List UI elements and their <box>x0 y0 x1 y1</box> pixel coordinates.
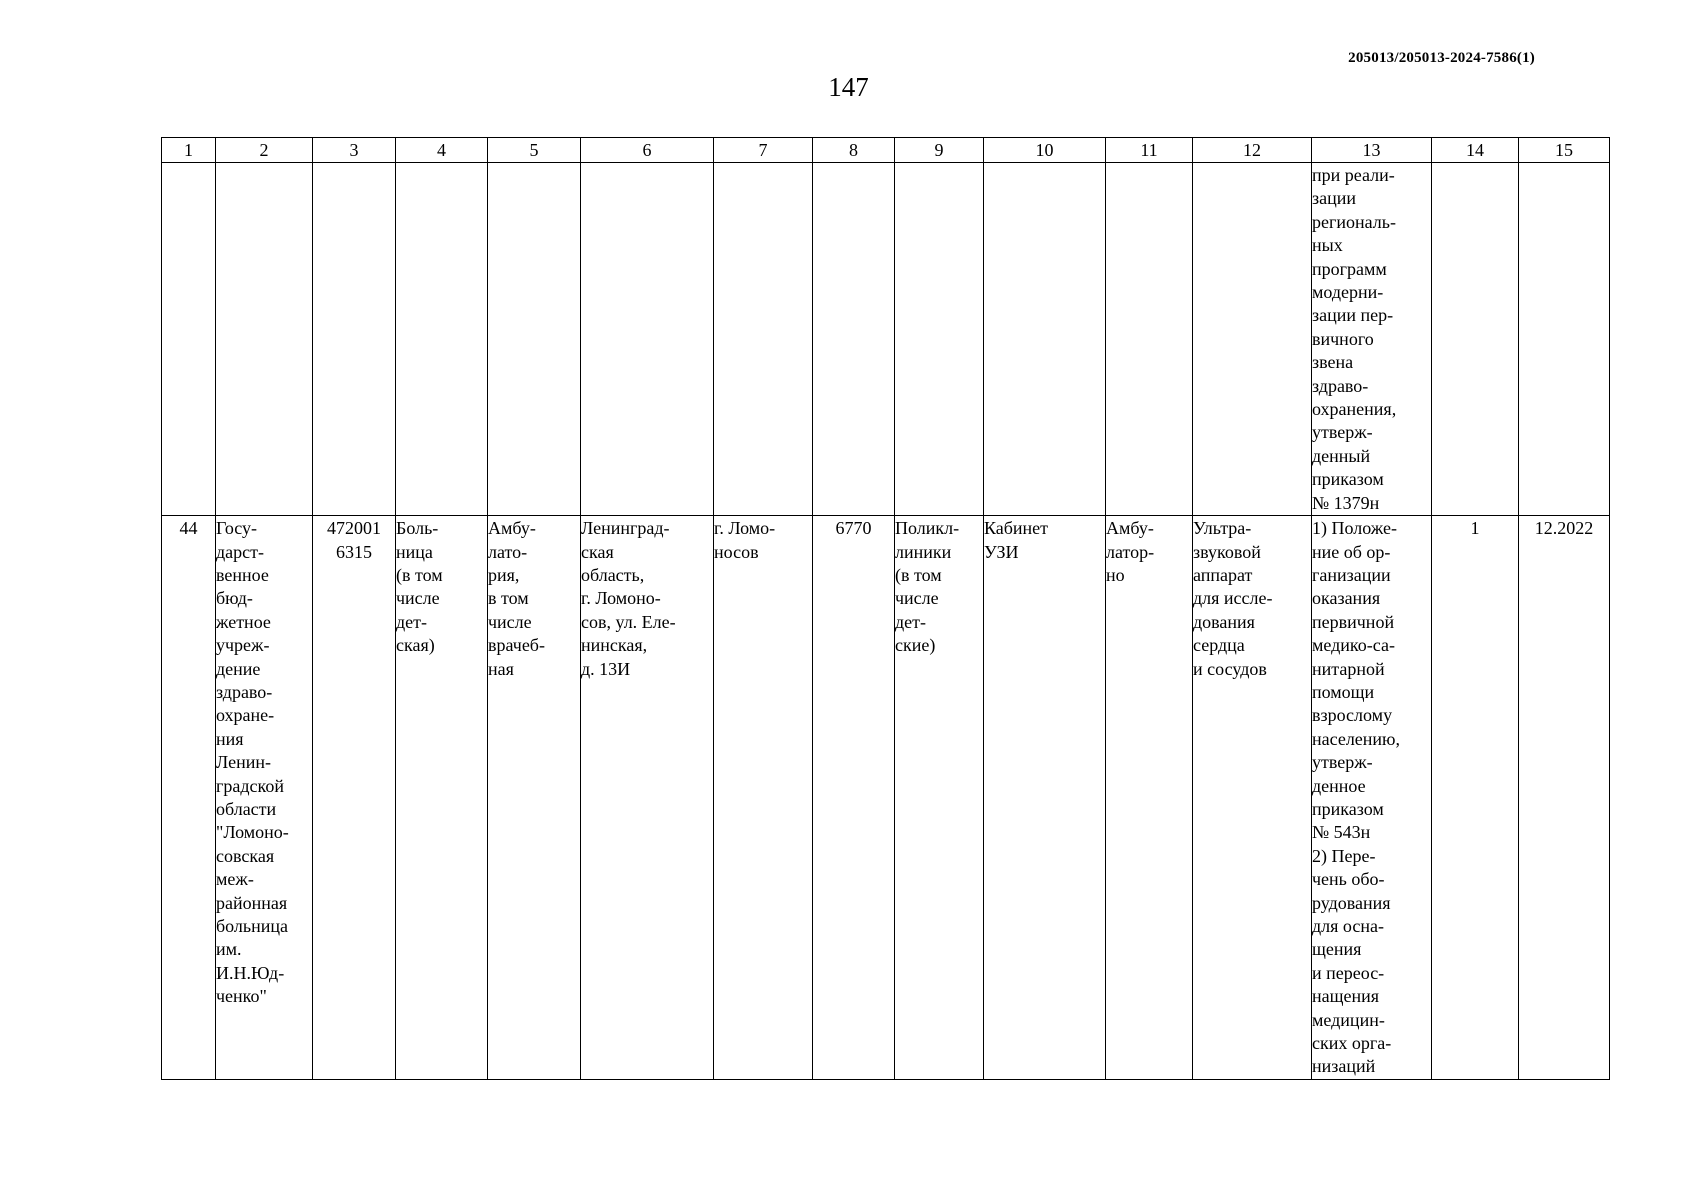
register-table <box>161 137 1610 1080</box>
column-number-header: 3 <box>313 138 396 163</box>
column-number-header: 11 <box>1106 138 1193 163</box>
table-cell <box>1432 163 1519 516</box>
table-cell <box>313 163 396 516</box>
regulation-cell: 1) Положе- ние об ор- ганизации оказания первичной медико-са- нитарной помощи взрослому населению, утверж- денное приказом № 543н 2) Пере- чень обо- рудования для осна- щения и переос- нащения медицин- ских орга- низаций <box>1312 516 1432 1080</box>
column-number-header: 6 <box>581 138 714 163</box>
settlement-cell: г. Ломо- носов <box>714 516 813 1080</box>
row-number-cell: 44 <box>162 516 216 1080</box>
room-cell: Кабинет УЗИ <box>984 516 1106 1080</box>
table-cell <box>581 163 714 516</box>
column-number-header: 10 <box>984 138 1106 163</box>
table-cell <box>895 163 984 516</box>
column-number-header: 12 <box>1193 138 1312 163</box>
table-cell <box>488 163 581 516</box>
column-number-header: 9 <box>895 138 984 163</box>
population-cell: 6770 <box>813 516 895 1080</box>
column-number-header: 14 <box>1432 138 1519 163</box>
table-cell <box>162 163 216 516</box>
date-cell: 12.2022 <box>1519 516 1610 1080</box>
equipment-cell: Ультра- звуковой аппарат для иссле- дования сердца и сосудов <box>1193 516 1312 1080</box>
table-cell <box>1519 163 1610 516</box>
inn-cell: 472001 6315 <box>313 516 396 1080</box>
document-id: 205013/205013-2024-7586(1) <box>1348 50 1535 66</box>
table-cell <box>396 163 488 516</box>
table-cell <box>1106 163 1193 516</box>
care-conditions-cell: Амбу- латор- но <box>1106 516 1193 1080</box>
page-number: 147 <box>828 72 869 102</box>
column-number-header: 15 <box>1519 138 1610 163</box>
column-number-header: 8 <box>813 138 895 163</box>
regulation-cell: при реали- зации региональ- ных программ модерни- зации пер- вичного звена здраво- охранения, утверж- денный приказом № 1379н <box>1312 163 1432 516</box>
column-number-header: 4 <box>396 138 488 163</box>
table-row-entry-44 <box>162 516 1610 1080</box>
column-number-header: 2 <box>216 138 313 163</box>
column-number-header: 1 <box>162 138 216 163</box>
organization-type-cell: Боль- ница (в том числе дет- ская) <box>396 516 488 1080</box>
header-row <box>162 138 1610 163</box>
table-cell <box>216 163 313 516</box>
organization-name-cell: Госу- дарст- венное бюд- жетное учреж- дение здраво- охране- ния Ленин- градской области "Ломоно- совская меж- районная больница им. И.Н.Юд- ченко" <box>216 516 313 1080</box>
table-cell <box>1193 163 1312 516</box>
table-row-continuation <box>162 163 1610 516</box>
unit-type-cell: Амбу- лато- рия, в том числе врачеб- ная <box>488 516 581 1080</box>
column-number-header: 7 <box>714 138 813 163</box>
table-cell <box>984 163 1106 516</box>
table-cell <box>714 163 813 516</box>
quantity-cell: 1 <box>1432 516 1519 1080</box>
address-cell: Ленинград- ская область, г. Ломоно- сов, ул. Еле- нинская, д. 13И <box>581 516 714 1080</box>
column-number-header: 13 <box>1312 138 1432 163</box>
column-number-header: 5 <box>488 138 581 163</box>
table-cell <box>813 163 895 516</box>
department-cell: Поликл- линики (в том числе дет- ские) <box>895 516 984 1080</box>
